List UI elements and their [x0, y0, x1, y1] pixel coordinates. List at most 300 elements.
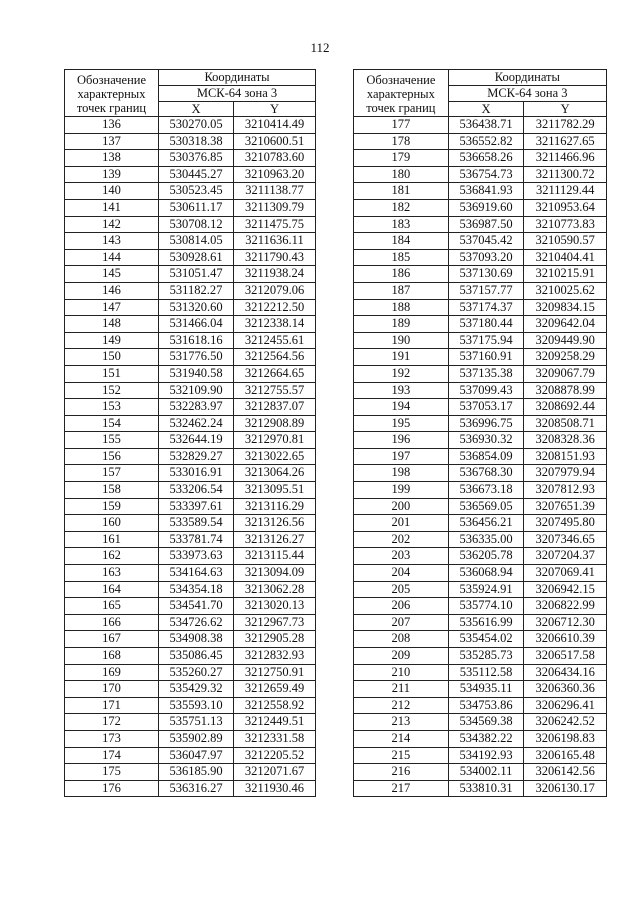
table-row: [65, 697, 316, 714]
table-row: [65, 631, 316, 648]
y-coord-cell: 3206142.56: [524, 764, 607, 781]
x-coord-cell: 537130.69: [448, 266, 524, 283]
point-id-cell: 189: [354, 316, 449, 333]
table-row: [65, 415, 316, 432]
table-row: [354, 316, 607, 333]
table-row: [354, 150, 607, 167]
table-row: [65, 498, 316, 515]
point-id-cell: 182: [354, 199, 449, 216]
point-id-cell: 143: [65, 233, 159, 250]
x-coord-cell: 531320.60: [159, 299, 234, 316]
y-coord-cell: 3213095.51: [234, 482, 316, 499]
x-coord-cell: 536438.71: [448, 117, 524, 134]
point-id-cell: 153: [65, 399, 159, 416]
point-id-cell: 163: [65, 565, 159, 582]
point-id-cell: 210: [354, 664, 449, 681]
y-coord-cell: 3208508.71: [524, 415, 607, 432]
y-coord-cell: 3206130.17: [524, 780, 607, 797]
x-coord-cell: 535285.73: [448, 648, 524, 665]
table-row: [65, 382, 316, 399]
table-row: [354, 415, 607, 432]
x-coord-cell: 534002.11: [448, 764, 524, 781]
x-coord-cell: 534192.93: [448, 747, 524, 764]
table-row: [65, 780, 316, 797]
y-coord-cell: 3206942.15: [524, 581, 607, 598]
table-row: [65, 316, 316, 333]
y-coord-cell: 3212558.92: [234, 697, 316, 714]
table-row: [354, 565, 607, 582]
table-row: [354, 598, 607, 615]
x-coord-cell: 534726.62: [159, 614, 234, 631]
point-id-cell: 212: [354, 697, 449, 714]
y-coord-cell: 3206434.16: [524, 664, 607, 681]
table-row: [65, 648, 316, 665]
point-id-cell: 186: [354, 266, 449, 283]
x-coord-cell: 536456.21: [448, 515, 524, 532]
x-coord-cell: 530611.17: [159, 199, 234, 216]
y-coord-cell: 3209449.90: [524, 332, 607, 349]
x-coord-cell: 531051.47: [159, 266, 234, 283]
point-id-cell: 192: [354, 365, 449, 382]
x-coord-cell: 535924.91: [448, 581, 524, 598]
point-id-cell: 216: [354, 764, 449, 781]
point-id-cell: 149: [65, 332, 159, 349]
point-id-cell: 193: [354, 382, 449, 399]
table-row: [354, 697, 607, 714]
table-row: [354, 266, 607, 283]
y-coord-cell: 3211636.11: [234, 233, 316, 250]
y-coord-cell: 3211790.43: [234, 249, 316, 266]
point-label-header: Обозначение характерных точек границ: [65, 70, 159, 117]
point-id-cell: 158: [65, 482, 159, 499]
y-coord-cell: 3213062.28: [234, 581, 316, 598]
point-id-cell: 217: [354, 780, 449, 797]
point-id-cell: 178: [354, 133, 449, 150]
x-coord-cell: 533206.54: [159, 482, 234, 499]
x-coord-cell: 531182.27: [159, 282, 234, 299]
table-row: [354, 199, 607, 216]
point-id-cell: 201: [354, 515, 449, 532]
x-coord-cell: 536673.18: [448, 482, 524, 499]
table-body-right: [354, 117, 607, 797]
point-id-cell: 179: [354, 150, 449, 167]
table-row: [65, 199, 316, 216]
x-coord-cell: 534382.22: [448, 730, 524, 747]
x-coord-cell: 536205.78: [448, 548, 524, 565]
table-row: [354, 299, 607, 316]
x-coord-cell: 536930.32: [448, 432, 524, 449]
table-row: [354, 282, 607, 299]
point-id-cell: 148: [65, 316, 159, 333]
x-coord-cell: 531940.58: [159, 365, 234, 382]
table-row: [65, 150, 316, 167]
y-coord-cell: 3210963.20: [234, 166, 316, 183]
y-coord-cell: 3208692.44: [524, 399, 607, 416]
y-coord-cell: 3206198.83: [524, 730, 607, 747]
y-coord-cell: 3211938.24: [234, 266, 316, 283]
x-coord-cell: 530708.12: [159, 216, 234, 233]
x-coord-cell: 536768.30: [448, 465, 524, 482]
table-row: [354, 382, 607, 399]
y-coord-cell: 3213094.09: [234, 565, 316, 582]
table-row: [65, 183, 316, 200]
y-coord-cell: 3210773.83: [524, 216, 607, 233]
point-label-header: Обозначение характерных точек границ: [354, 70, 449, 117]
y-coord-cell: 3206822.99: [524, 598, 607, 615]
point-id-cell: 156: [65, 448, 159, 465]
x-coord-cell: 534753.86: [448, 697, 524, 714]
point-id-cell: 194: [354, 399, 449, 416]
point-id-cell: 195: [354, 415, 449, 432]
y-coord-cell: 3208878.99: [524, 382, 607, 399]
table-row: [65, 332, 316, 349]
x-coord-cell: 532109.90: [159, 382, 234, 399]
table-row: [354, 614, 607, 631]
y-coord-cell: 3212905.28: [234, 631, 316, 648]
x-coord-cell: 533810.31: [448, 780, 524, 797]
col-x-header: X: [448, 102, 524, 117]
point-id-cell: 174: [65, 747, 159, 764]
x-coord-cell: 534541.70: [159, 598, 234, 615]
y-coord-cell: 3209067.79: [524, 365, 607, 382]
y-coord-cell: 3212832.93: [234, 648, 316, 665]
table-row: [354, 465, 607, 482]
table-row: [65, 399, 316, 416]
y-coord-cell: 3210414.49: [234, 117, 316, 134]
x-coord-cell: 535086.45: [159, 648, 234, 665]
x-coord-cell: 536658.26: [448, 150, 524, 167]
y-coord-cell: 3212564.56: [234, 349, 316, 366]
y-coord-cell: 3212967.73: [234, 614, 316, 631]
point-id-cell: 164: [65, 581, 159, 598]
table-row: [354, 730, 607, 747]
point-id-cell: 147: [65, 299, 159, 316]
table-row: [65, 581, 316, 598]
point-id-cell: 137: [65, 133, 159, 150]
y-coord-cell: 3210404.41: [524, 249, 607, 266]
y-coord-cell: 3213020.13: [234, 598, 316, 615]
col-x-header: X: [159, 102, 234, 117]
point-id-cell: 172: [65, 714, 159, 731]
x-coord-cell: 535593.10: [159, 697, 234, 714]
y-coord-cell: 3213126.56: [234, 515, 316, 532]
table-row: [65, 565, 316, 582]
table-row: [354, 249, 607, 266]
y-coord-cell: 3212837.07: [234, 399, 316, 416]
y-coord-cell: 3213126.27: [234, 531, 316, 548]
table-row: [65, 299, 316, 316]
point-id-cell: 175: [65, 764, 159, 781]
table-row: [65, 614, 316, 631]
table-row: [354, 432, 607, 449]
y-coord-cell: 3208151.93: [524, 448, 607, 465]
y-coord-cell: 3206360.36: [524, 681, 607, 698]
table-row: [354, 714, 607, 731]
table-row: [354, 349, 607, 366]
point-id-cell: 204: [354, 565, 449, 582]
x-coord-cell: 530270.05: [159, 117, 234, 134]
x-coord-cell: 531618.16: [159, 332, 234, 349]
table-row: [354, 515, 607, 532]
x-coord-cell: 534354.18: [159, 581, 234, 598]
y-coord-cell: 3213116.29: [234, 498, 316, 515]
point-id-cell: 152: [65, 382, 159, 399]
y-coord-cell: 3212750.91: [234, 664, 316, 681]
x-coord-cell: 537174.37: [448, 299, 524, 316]
y-coord-cell: 3212205.52: [234, 747, 316, 764]
x-coord-cell: 536987.50: [448, 216, 524, 233]
table-row: [65, 664, 316, 681]
point-id-cell: 136: [65, 117, 159, 134]
point-id-cell: 157: [65, 465, 159, 482]
x-coord-cell: 530928.61: [159, 249, 234, 266]
y-coord-cell: 3211930.46: [234, 780, 316, 797]
table-row: [65, 432, 316, 449]
y-coord-cell: 3211138.77: [234, 183, 316, 200]
table-row: [65, 730, 316, 747]
x-coord-cell: 537157.77: [448, 282, 524, 299]
point-id-cell: 185: [354, 249, 449, 266]
table-row: [354, 531, 607, 548]
col-y-header: Y: [234, 102, 316, 117]
y-coord-cell: 3206610.39: [524, 631, 607, 648]
x-coord-cell: 534908.38: [159, 631, 234, 648]
x-coord-cell: 537135.38: [448, 365, 524, 382]
coordinates-table-right: [353, 69, 607, 797]
x-coord-cell: 536552.82: [448, 133, 524, 150]
y-coord-cell: 3213022.65: [234, 448, 316, 465]
point-id-cell: 142: [65, 216, 159, 233]
y-coord-cell: 3210600.51: [234, 133, 316, 150]
col-y-header: Y: [524, 102, 607, 117]
y-coord-cell: 3212212.50: [234, 299, 316, 316]
table-row: [354, 780, 607, 797]
y-coord-cell: 3209258.29: [524, 349, 607, 366]
table-row: [65, 117, 316, 134]
x-coord-cell: 531776.50: [159, 349, 234, 366]
point-id-cell: 215: [354, 747, 449, 764]
point-id-cell: 171: [65, 697, 159, 714]
point-id-cell: 154: [65, 415, 159, 432]
y-coord-cell: 3210953.64: [524, 199, 607, 216]
x-coord-cell: 534569.38: [448, 714, 524, 731]
table-row: [65, 531, 316, 548]
point-id-cell: 198: [354, 465, 449, 482]
y-coord-cell: 3211129.44: [524, 183, 607, 200]
table-row: [65, 515, 316, 532]
point-id-cell: 139: [65, 166, 159, 183]
point-id-cell: 181: [354, 183, 449, 200]
x-coord-cell: 535112.58: [448, 664, 524, 681]
table-row: [354, 631, 607, 648]
table-row: [65, 249, 316, 266]
y-coord-cell: 3206242.52: [524, 714, 607, 731]
x-coord-cell: 533589.54: [159, 515, 234, 532]
point-id-cell: 205: [354, 581, 449, 598]
y-coord-cell: 3213064.26: [234, 465, 316, 482]
table-row: [65, 465, 316, 482]
point-id-cell: 211: [354, 681, 449, 698]
point-id-cell: 160: [65, 515, 159, 532]
y-coord-cell: 3210215.91: [524, 266, 607, 283]
y-coord-cell: 3212449.51: [234, 714, 316, 731]
table-row: [65, 598, 316, 615]
y-coord-cell: 3211466.96: [524, 150, 607, 167]
table-row: [354, 448, 607, 465]
table-row: [65, 448, 316, 465]
table-row: [65, 764, 316, 781]
coords-group-header: Координаты: [448, 70, 606, 86]
table-row: [354, 183, 607, 200]
point-id-cell: 169: [65, 664, 159, 681]
point-id-cell: 138: [65, 150, 159, 167]
table-row: [65, 216, 316, 233]
y-coord-cell: 3208328.36: [524, 432, 607, 449]
x-coord-cell: 531466.04: [159, 316, 234, 333]
point-id-cell: 187: [354, 282, 449, 299]
x-coord-cell: 536754.73: [448, 166, 524, 183]
x-coord-cell: 535902.89: [159, 730, 234, 747]
y-coord-cell: 3211782.29: [524, 117, 607, 134]
table-row: [354, 166, 607, 183]
point-id-cell: 206: [354, 598, 449, 615]
point-id-cell: 140: [65, 183, 159, 200]
x-coord-cell: 536996.75: [448, 415, 524, 432]
x-coord-cell: 533973.63: [159, 548, 234, 565]
point-id-cell: 165: [65, 598, 159, 615]
table-row: [65, 714, 316, 731]
table-row: [65, 349, 316, 366]
y-coord-cell: 3207346.65: [524, 531, 607, 548]
x-coord-cell: 533781.74: [159, 531, 234, 548]
y-coord-cell: 3206712.30: [524, 614, 607, 631]
point-id-cell: 197: [354, 448, 449, 465]
point-id-cell: 200: [354, 498, 449, 515]
coords-system-header: МСК-64 зона 3: [448, 86, 606, 102]
x-coord-cell: 533397.61: [159, 498, 234, 515]
point-id-cell: 213: [354, 714, 449, 731]
point-id-cell: 162: [65, 548, 159, 565]
x-coord-cell: 530523.45: [159, 183, 234, 200]
y-coord-cell: 3206165.48: [524, 747, 607, 764]
table-row: [65, 681, 316, 698]
point-id-cell: 214: [354, 730, 449, 747]
x-coord-cell: 536047.97: [159, 747, 234, 764]
table-body-left: [65, 117, 316, 797]
x-coord-cell: 532462.24: [159, 415, 234, 432]
point-id-cell: 161: [65, 531, 159, 548]
x-coord-cell: 536185.90: [159, 764, 234, 781]
table-row: [354, 747, 607, 764]
point-id-cell: 199: [354, 482, 449, 499]
x-coord-cell: 530445.27: [159, 166, 234, 183]
x-coord-cell: 535454.02: [448, 631, 524, 648]
point-id-cell: 202: [354, 531, 449, 548]
y-coord-cell: 3207069.41: [524, 565, 607, 582]
point-id-cell: 170: [65, 681, 159, 698]
x-coord-cell: 530376.85: [159, 150, 234, 167]
point-id-cell: 159: [65, 498, 159, 515]
point-id-cell: 184: [354, 233, 449, 250]
y-coord-cell: 3212071.67: [234, 764, 316, 781]
x-coord-cell: 537045.42: [448, 233, 524, 250]
x-coord-cell: 537053.17: [448, 399, 524, 416]
table-row: [65, 233, 316, 250]
point-id-cell: 173: [65, 730, 159, 747]
point-id-cell: 150: [65, 349, 159, 366]
x-coord-cell: 535774.10: [448, 598, 524, 615]
y-coord-cell: 3212659.49: [234, 681, 316, 698]
point-id-cell: 183: [354, 216, 449, 233]
x-coord-cell: 532829.27: [159, 448, 234, 465]
y-coord-cell: 3207495.80: [524, 515, 607, 532]
table-row: [354, 581, 607, 598]
y-coord-cell: 3210783.60: [234, 150, 316, 167]
y-coord-cell: 3212079.06: [234, 282, 316, 299]
table-row: [354, 117, 607, 134]
table-row: [65, 133, 316, 150]
table-row: [354, 365, 607, 382]
table-row: [65, 282, 316, 299]
y-coord-cell: 3212455.61: [234, 332, 316, 349]
point-id-cell: 176: [65, 780, 159, 797]
table-row: [65, 266, 316, 283]
x-coord-cell: 532283.97: [159, 399, 234, 416]
table-row: [354, 681, 607, 698]
x-coord-cell: 536569.05: [448, 498, 524, 515]
point-id-cell: 207: [354, 614, 449, 631]
y-coord-cell: 3207204.37: [524, 548, 607, 565]
coordinates-table-left: [64, 69, 316, 797]
y-coord-cell: 3206296.41: [524, 697, 607, 714]
x-coord-cell: 537175.94: [448, 332, 524, 349]
x-coord-cell: 536919.60: [448, 199, 524, 216]
x-coord-cell: 534935.11: [448, 681, 524, 698]
y-coord-cell: 3212970.81: [234, 432, 316, 449]
point-id-cell: 209: [354, 648, 449, 665]
y-coord-cell: 3211309.79: [234, 199, 316, 216]
x-coord-cell: 537180.44: [448, 316, 524, 333]
point-id-cell: 196: [354, 432, 449, 449]
coords-group-header: Координаты: [159, 70, 316, 86]
y-coord-cell: 3212664.65: [234, 365, 316, 382]
point-id-cell: 166: [65, 614, 159, 631]
table-row: [354, 498, 607, 515]
x-coord-cell: 530318.38: [159, 133, 234, 150]
x-coord-cell: 530814.05: [159, 233, 234, 250]
table-row: [354, 764, 607, 781]
x-coord-cell: 535751.13: [159, 714, 234, 731]
table-row: [65, 548, 316, 565]
table-row: [354, 133, 607, 150]
point-id-cell: 155: [65, 432, 159, 449]
table-row: [354, 648, 607, 665]
x-coord-cell: 537093.20: [448, 249, 524, 266]
y-coord-cell: 3211475.75: [234, 216, 316, 233]
coords-system-header: МСК-64 зона 3: [159, 86, 316, 102]
point-id-cell: 203: [354, 548, 449, 565]
point-id-cell: 177: [354, 117, 449, 134]
x-coord-cell: 537099.43: [448, 382, 524, 399]
y-coord-cell: 3212755.57: [234, 382, 316, 399]
y-coord-cell: 3213115.44: [234, 548, 316, 565]
point-id-cell: 208: [354, 631, 449, 648]
table-row: [65, 365, 316, 382]
x-coord-cell: 536068.94: [448, 565, 524, 582]
x-coord-cell: 537160.91: [448, 349, 524, 366]
y-coord-cell: 3210590.57: [524, 233, 607, 250]
point-id-cell: 167: [65, 631, 159, 648]
